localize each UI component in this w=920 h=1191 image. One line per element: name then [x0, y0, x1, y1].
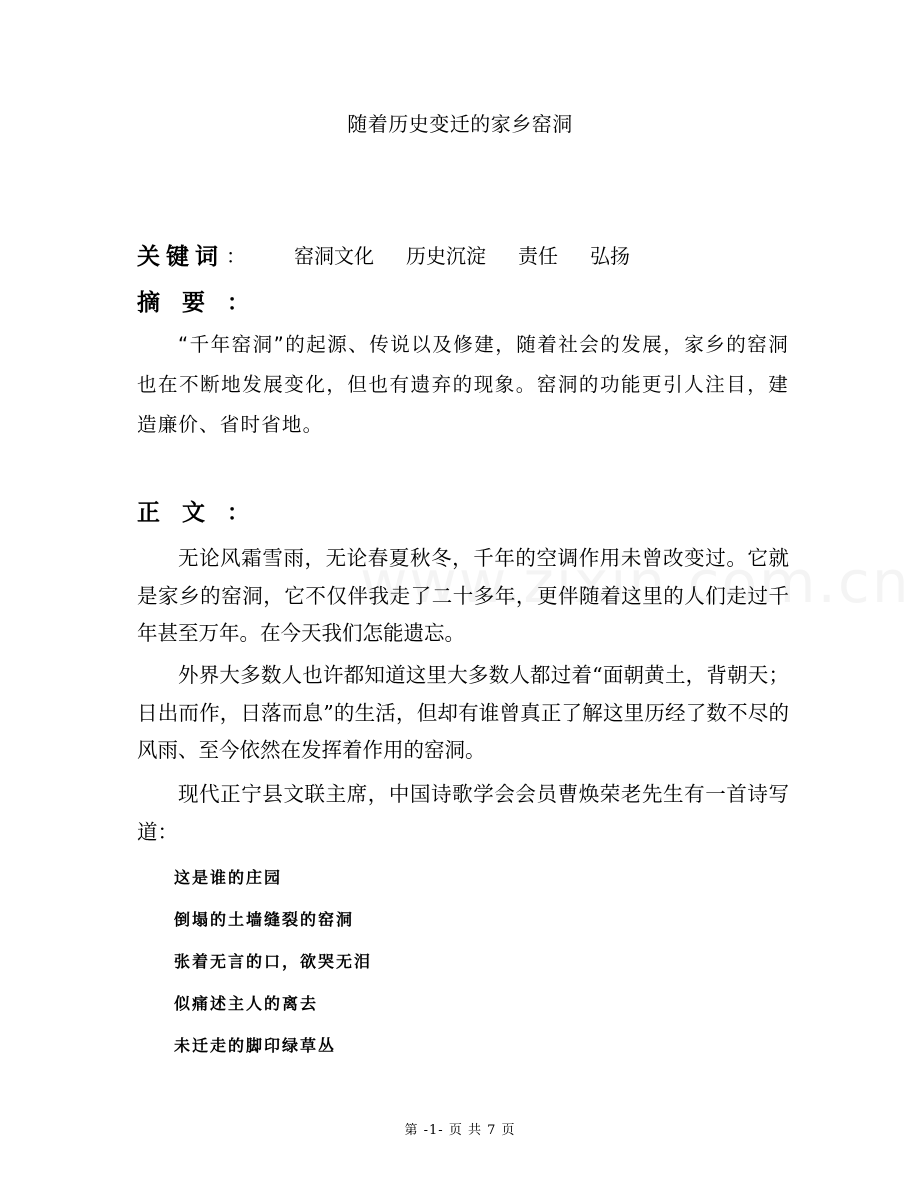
body-paragraph: 无论风霜雪雨，无论春夏秋冬，千年的空调作用未曾改变过。它就是家乡的窑洞，它不仅伴我走了二十多年，更伴随着这里的人们走过千年甚至万年。在今天我们怎能遗忘。	[137, 546, 789, 645]
keyword-item: 责任	[518, 243, 558, 268]
keyword-list	[294, 240, 662, 269]
abstract-heading	[137, 284, 249, 317]
keywords-label: 关键词	[137, 243, 224, 270]
body-paragraph: 外界大多数人也许都知道这里大多数人都过着“面朝黄土，背朝天；日出而作，日落而息”的生活，但却有谁曾真正了解这里历经了数不尽的风雨、至今依然在发挥着作用的窑洞。	[137, 663, 789, 762]
abstract-label: 摘要	[137, 290, 227, 316]
abstract-colon: ：	[227, 290, 250, 316]
abstract-text: “千年窑洞”的起源、传说以及修建，随着社会的发展，家乡的窑洞也在不断地发展变化，但也有遗弃的现象。窑洞的功能更引人注目，建造廉价、省时省地。	[137, 333, 789, 436]
page-footer: 第 -1- 页 共 7 页	[404, 1123, 516, 1138]
body-heading	[137, 494, 249, 527]
poem	[174, 862, 372, 1072]
poem-line: 张着无言的口，欲哭无泪	[174, 952, 373, 971]
poem-line: 未迁走的脚印绿草丛	[174, 1036, 337, 1055]
poem-line: 倒塌的土墙缝裂的窑洞	[174, 910, 355, 929]
keyword-item: 弘扬	[590, 243, 630, 268]
keyword-item: 窑洞文化	[294, 243, 374, 268]
poem-line: 似痛述主人的离去	[174, 994, 319, 1013]
poem-line: 这是谁的庄园	[174, 868, 283, 887]
body-paragraph: 现代正宁县文联主席，中国诗歌学会会员曹焕荣老先生有一首诗写道：	[137, 782, 789, 844]
keyword-item: 历史沉淀	[406, 243, 486, 268]
keywords-colon: ：	[226, 243, 246, 268]
body-label: 正文	[137, 500, 227, 526]
keywords-section	[137, 236, 662, 272]
document-title: 随着历史变迁的家乡窑洞	[347, 112, 573, 136]
body-colon: ：	[227, 500, 250, 526]
